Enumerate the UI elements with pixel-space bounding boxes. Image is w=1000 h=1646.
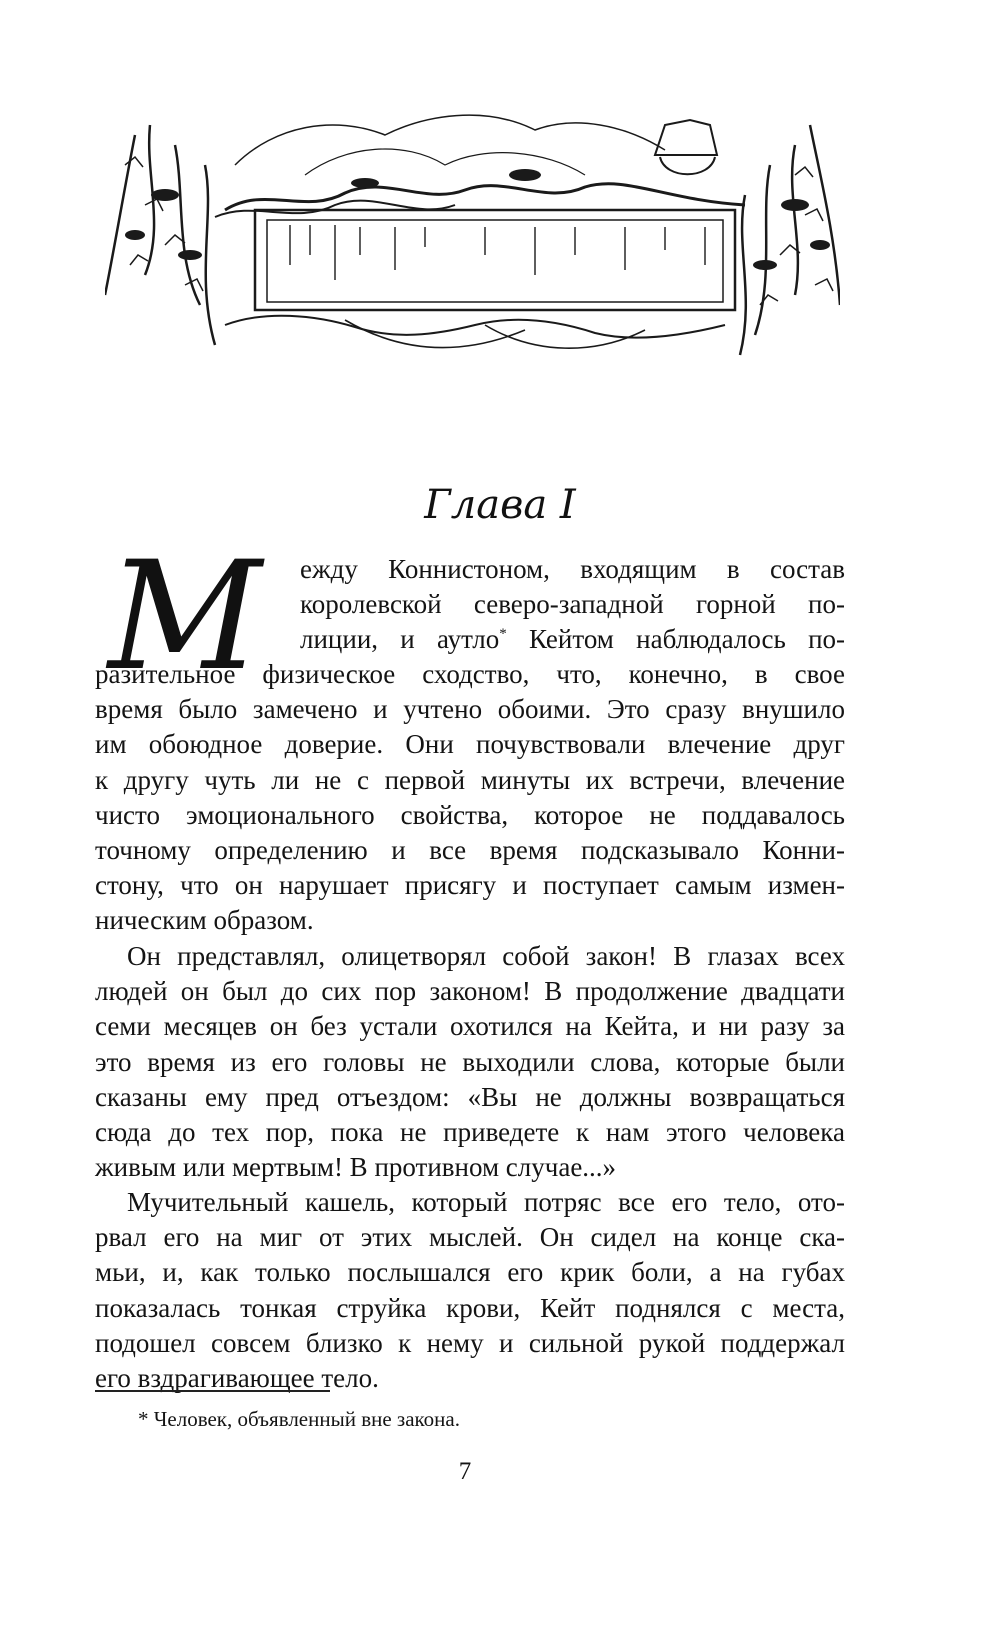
text-line: разительное физическое сходство, что, конечно, в свое (95, 659, 845, 689)
text-line: ническим образом. (95, 905, 314, 936)
text-line: сюда до тех пор, пока не приведете к нам этого человека (95, 1117, 845, 1148)
footnote-separator (95, 1390, 330, 1392)
text-line: сказаны ему пред отъездом: «Вы не должны возвращаться (95, 1081, 845, 1112)
text-segment: Кейтом наблюдалось по- (506, 624, 846, 655)
page-number: 7 (458, 1458, 472, 1485)
text-line: к другу чуть ли не с первой минуты их встречи, влечение (95, 764, 845, 795)
text-line: это время из его головы не выходили слова, которые были (95, 1046, 845, 1077)
text-line: стону, что он нарушает присягу и поступает самым измен- (95, 870, 845, 901)
drop-cap-initial: М (108, 530, 262, 704)
paragraph-3 (95, 1185, 845, 1396)
text-line: людей он был до сих пор законом! В продолжение двадцати (95, 976, 845, 1007)
text-line (300, 622, 845, 657)
text-line: мьи, и, как только послышался его крик боли, а на губах (95, 1257, 845, 1288)
text-line: ежду Коннистоном, входящим в состав (300, 554, 845, 584)
text-line: чисто эмоционального свойства, которое не поддавалось (95, 799, 845, 830)
text-line: Мучительный кашель, который потряс все его тело, ото- (127, 1187, 845, 1217)
text-line: точному определению и все время подсказывало Конни- (95, 835, 845, 866)
footnote-mark: * (138, 1407, 149, 1431)
text-line: семи месяцев он без устали охотился на Кейта, и ни разу за (95, 1011, 845, 1042)
text-line: рвал его на миг от этих мыслей. Он сидел на конце ска- (95, 1222, 845, 1253)
text-line: королевской северо-западной горной по- (300, 589, 845, 620)
paragraph-2 (95, 939, 845, 1185)
text-line: Он представлял, олицетворял собой закон! В глазах всех (127, 941, 845, 971)
text-line: живым или мертвым! В противном случае...» (95, 1152, 617, 1183)
footnote-marker: * (499, 626, 507, 643)
chapter-headpiece-illustration (105, 105, 840, 370)
text-line: показалась тонкая струйка крови, Кейт поднялся с места, (95, 1292, 845, 1323)
text-line: подошел совсем близко к нему и сильной рукой поддержал (95, 1327, 845, 1358)
text-line: время было замечено и учтено обоими. Это сразу внушило (95, 694, 845, 725)
text-segment: лиции, и аутло (300, 624, 500, 655)
paragraph-1-dropcap-lines (300, 552, 845, 658)
text-line: им обоюдное доверие. Они почувствовали влечение друг (95, 729, 845, 760)
footnote-text: Человек, объявленный вне закона. (153, 1407, 460, 1431)
chapter-title: Глава I (424, 482, 576, 528)
footnote (138, 1406, 460, 1432)
paragraph-1 (95, 657, 845, 939)
text-line: его вздрагивающее тело. (95, 1363, 379, 1394)
